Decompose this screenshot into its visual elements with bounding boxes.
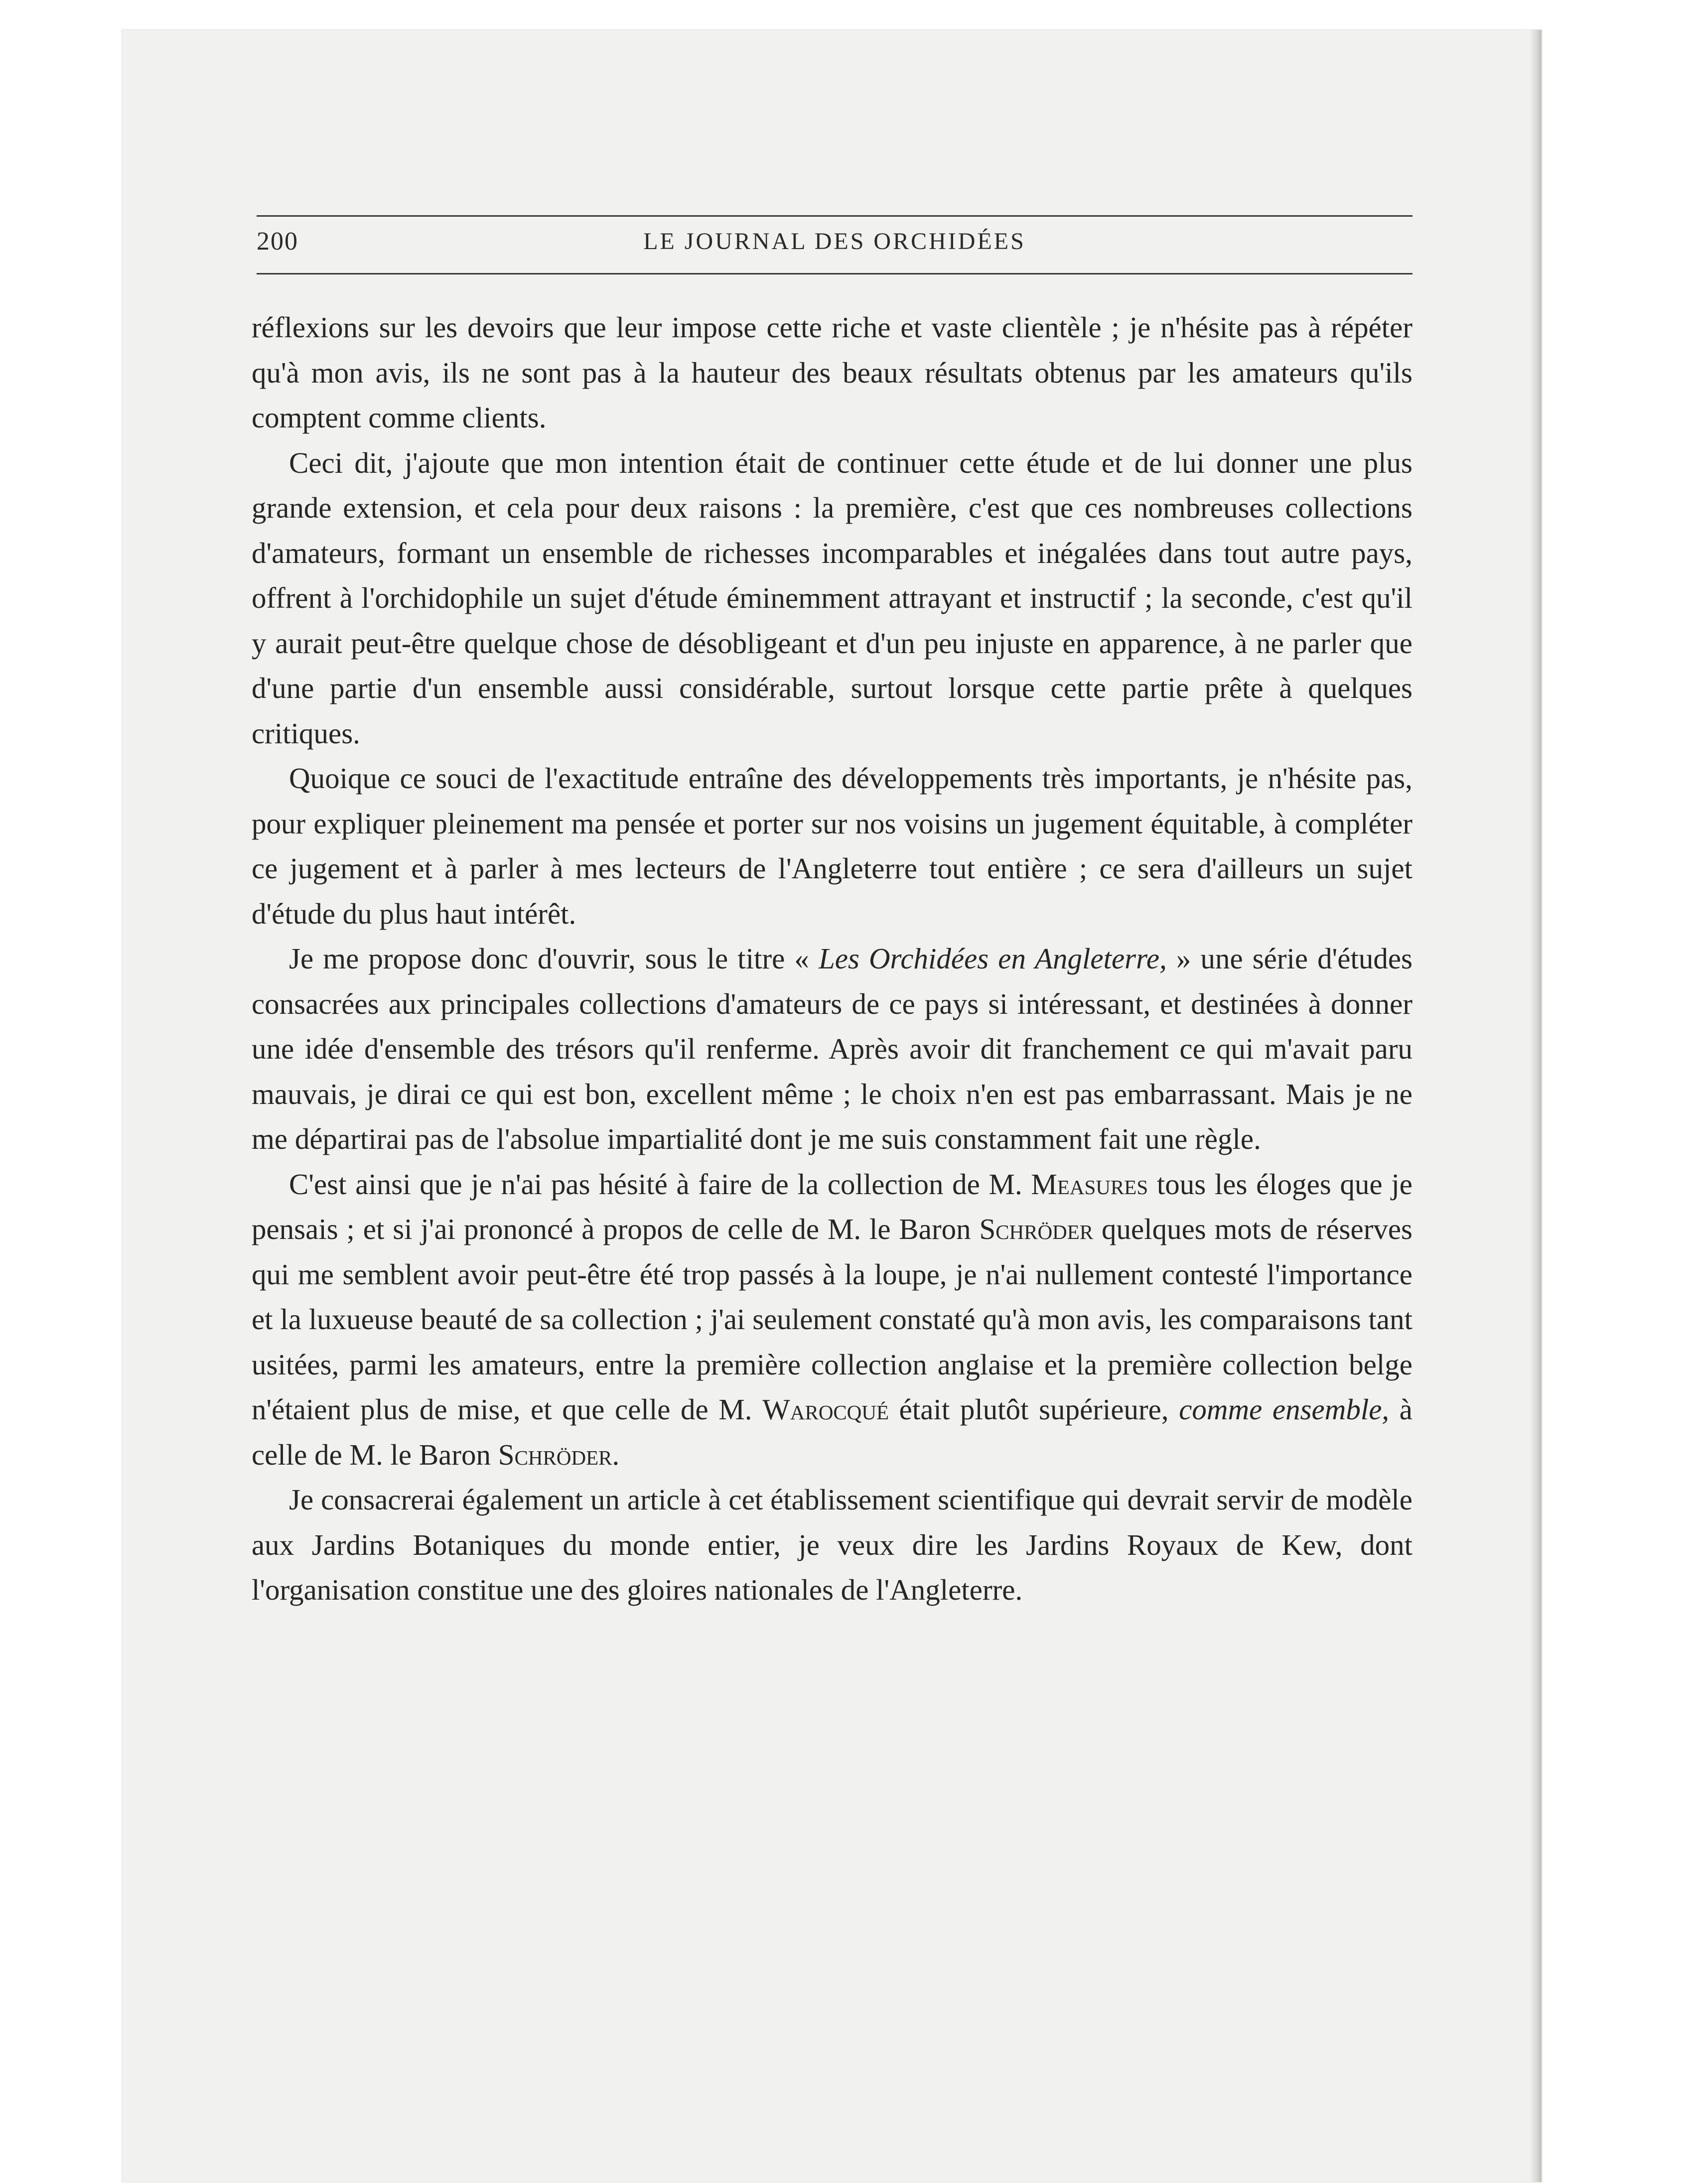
paragraph-2: Ceci dit, j'ajoute que mon intention était de continuer cette étude et de lui donner une plus grande extension, et cela pour deux raisons : la première, c'est que ces nombreuses collections d'amateurs, formant un ensemble de richesses incomparables et inégalées dans tout autre pays, offrent à l'orchidophile un sujet d'étude éminemment attrayant et instructif ; la seconde, c'est qu'il y aurait peut-être quelque chose de désobligeant et d'un peu injuste en apparence, à ne parler que d'une partie d'un ensemble aussi considérable, surtout lorsque cette partie prête à quelques critiques. <box>252 446 1412 750</box>
paragraph-5-seg4: était plutôt supérieure, <box>889 1393 1179 1426</box>
paragraph-4-lead: Je me propose donc d'ouvrir, sous le titre « <box>289 942 819 975</box>
paragraph-1: réflexions sur les devoirs que leur impose cette riche et vaste clientèle ; je n'hésite pas à répéter qu'à mon avis, ils ne sont pas à la hauteur des beaux résultats obtenus par les amateurs qu'ils comptent comme clients. <box>252 311 1412 434</box>
paragraph-5-seg3: quelques mots de réserves qui me semblent avoir peut-être été trop passés à la loupe, je n'ai nullement contesté l'importance et la luxueuse beauté de sa collection ; j'ai seulement constaté qu'à mon avis, les comparaisons tant usitées, parmi les amateurs, entre la première collection anglaise et la première collection belge n'étaient plus de mise, et que celle de M. <box>252 1213 1413 1426</box>
header-rule-bottom <box>257 273 1412 274</box>
series-title: Les Orchidées en Angleterre, <box>818 942 1167 975</box>
running-head <box>257 227 1412 257</box>
header-rule-top <box>257 215 1412 217</box>
name-schroder-2: Schröder <box>498 1438 612 1471</box>
paragraph-6: Je consacrerai également un article à cet établissement scientifique qui devrait servir de modèle aux Jardins Botaniques du monde entier, je veux dire les Jardins Royaux de Kew, dont l'organisation constitue une des gloires nationales de l'Angleterre. <box>252 1483 1412 1606</box>
paragraph-5-seg1: C'est ainsi que je n'ai pas hésité à faire de la collection de M. <box>289 1167 1031 1201</box>
paragraph-5-seg5: à celle de M. le Baron <box>252 1393 1412 1471</box>
page-number: 200 <box>257 227 298 256</box>
paragraph-4 <box>252 936 1412 1162</box>
paragraph-4-rest: » une série d'études consacrées aux principales collections d'amateurs de ce pays si intéressant, et destinées à donner une idée d'ensemble des trésors qu'il renferme. Après avoir dit franchement ce qui m'avait paru mauvais, je dirai ce qui est bon, excellent même ; le choix n'en est pas embarrassant. Mais je ne me départirai pas de l'absolue impartialité dont je me suis constamment fait une règle. <box>252 942 1412 1155</box>
name-warocque: Warocqué <box>762 1393 889 1426</box>
page-edge-shadow <box>1530 30 1542 2182</box>
article-body <box>252 305 1412 1613</box>
journal-title: LE JOURNAL DES ORCHIDÉES <box>643 228 1026 255</box>
name-measures: Measures <box>1031 1167 1148 1201</box>
paragraph-5 <box>252 1162 1412 1478</box>
name-schroder: Schröder <box>979 1213 1094 1245</box>
italic-comme-ensemble: comme ensemble, <box>1179 1393 1390 1426</box>
paragraph-5-seg6: . <box>612 1438 620 1471</box>
paragraph-5-seg2: tous les éloges que je pensais ; et si j'ai prononcé à propos de celle de M. le Baron <box>252 1167 1412 1245</box>
paragraph-3: Quoique ce souci de l'exactitude entraîne des développements très importants, je n'hésite pas, pour expliquer pleinement ma pensée et porter sur nos voisins un jugement équitable, à compléter ce jugement et à parler à mes lecteurs de l'Angleterre tout entière ; ce sera d'ailleurs un sujet d'étude du plus haut intérêt. <box>252 762 1412 930</box>
